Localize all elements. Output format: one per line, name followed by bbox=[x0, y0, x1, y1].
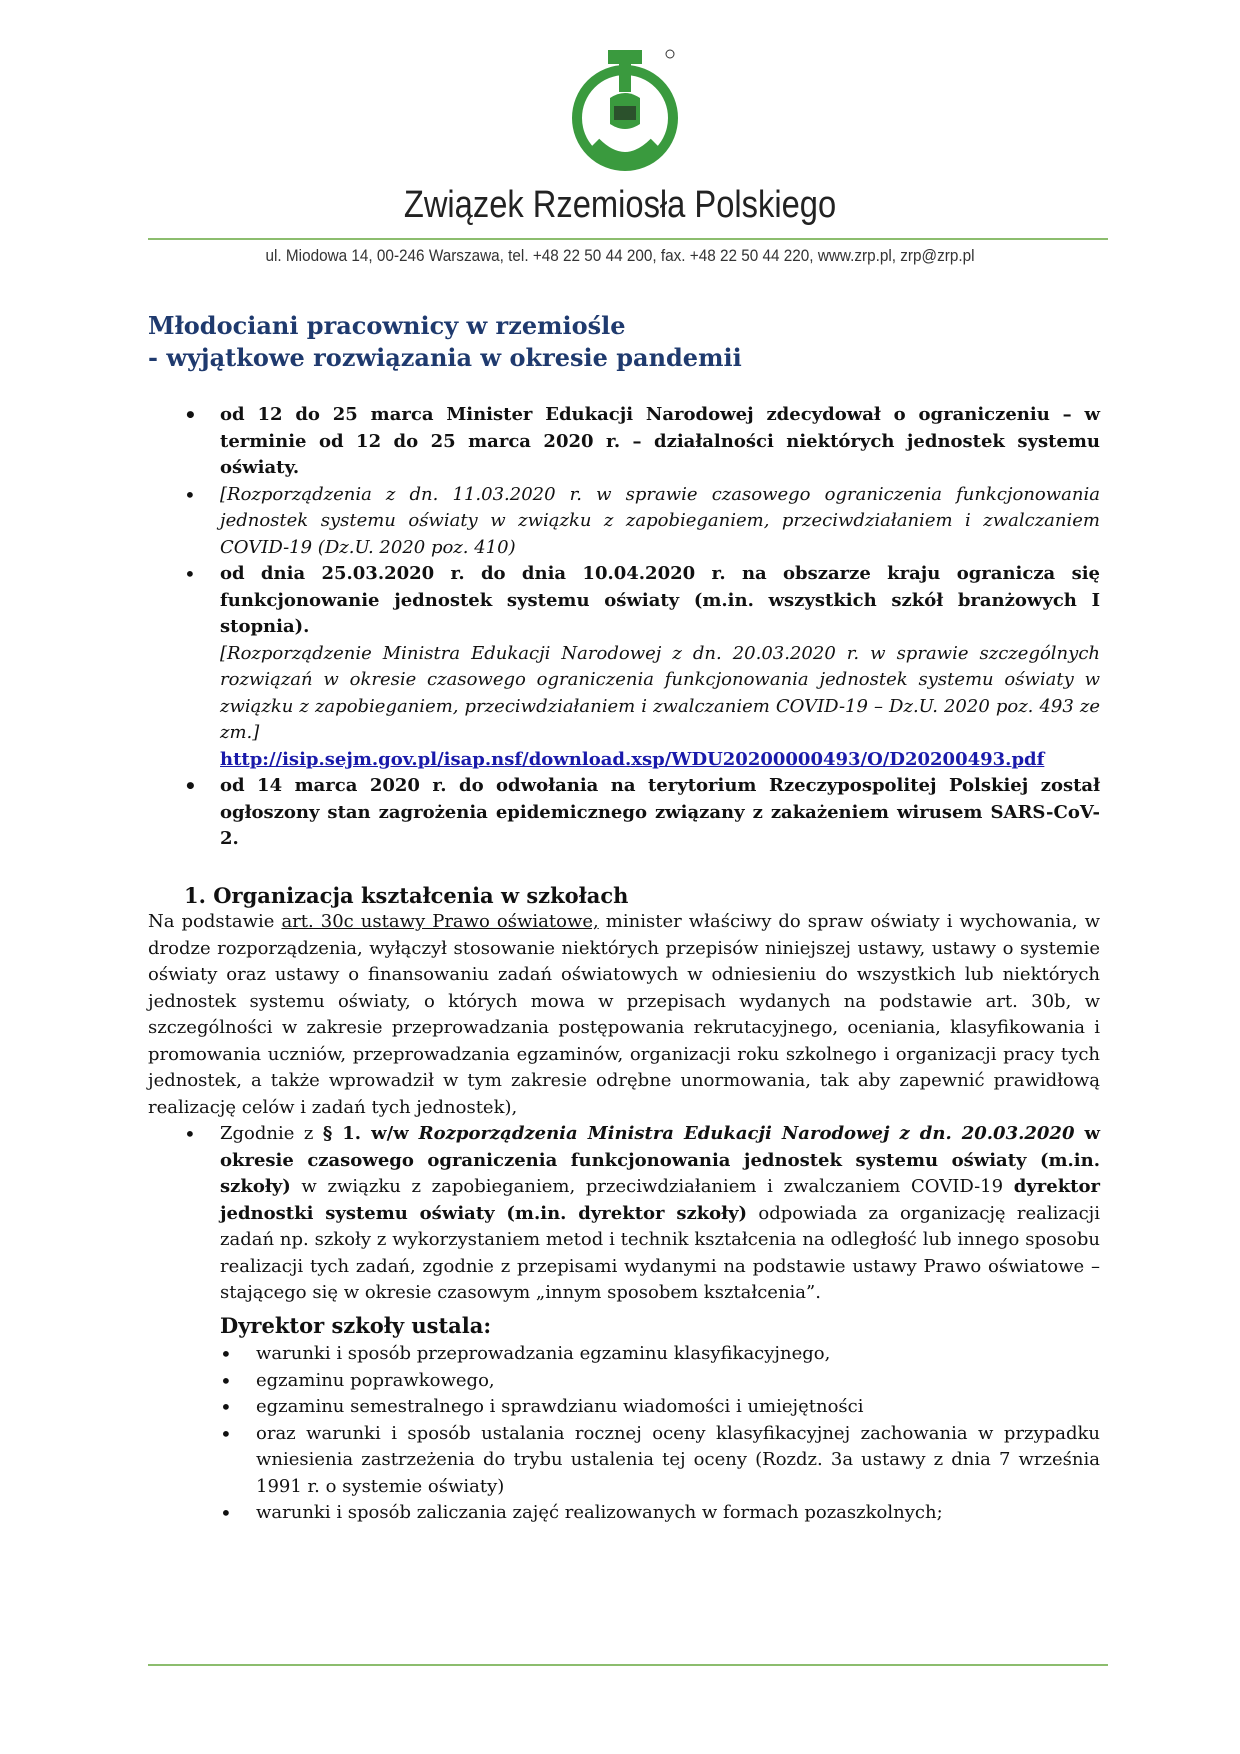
footer-rule bbox=[148, 1664, 1108, 1666]
regulation-bullet-list bbox=[148, 1121, 1100, 1307]
bullet-item bbox=[220, 1121, 1100, 1307]
title-line-1: Młodociani pracownicy w rzemiośle bbox=[148, 311, 626, 340]
organization-address: ul. Miodowa 14, 00-246 Warszawa, tel. +48 22 50 44 200, fax. +48 22 50 44 220, www.zrp.pl, zrp@zrp.pl bbox=[265, 246, 975, 265]
regulation-link[interactable]: http://isip.sejm.gov.pl/isap.nsf/download.xsp/WDU20200000493/O/D20200493.pdf bbox=[220, 748, 1045, 770]
organization-name: Związek Rzemiosła Polskiego bbox=[403, 184, 837, 226]
regulation-reference: [Rozporządzenie Ministra Edukacji Narodowej z dn. 20.03.2020 r. w sprawie szczególnych rozwiązań w okresie czasowego ograniczenia funkcjonowania jednostek systemu oświaty w związku z zapobieganiem, przeciwdziałaniem i zwalczaniem COVID-19 – Dz.U. 2020 poz. 493 ze zm.] bbox=[220, 642, 1100, 743]
text-fragment: Rozporządzenia Ministra Edukacji Narodowej z dn. 20.03.2020 bbox=[418, 1123, 1075, 1144]
section-paragraph bbox=[148, 909, 1100, 1121]
title-line-2: - wyjątkowe rozwiązania w okresie pandemii bbox=[148, 343, 742, 372]
paragraph-rest: minister właściwy do spraw oświaty i wychowania, w drodze rozporządzenia, wyłączył stosowanie niektórych przepisów niniejszej ustawy, ustawy o systemie oświaty oraz ustawy o finansowaniu zadań oświatowych w odniesieniu do wszystkich lub niektórych jednostek systemu oświaty, o których mowa w przepisach wydanych na podstawie art. 30b, w szczególności w zakresie przeprowadzania postępowania rekrutacyjnego, oceniania, klasyfikowania i promowania uczniów, przeprowadzania egzaminów, organizacji roku szkolnego i organizacji pracy tych jednostek, a także wprowadził w tym zakresie odrębne unormowania, tak aby zapewnić prawidłową realizację celów i zadań tych jednostek), bbox=[148, 911, 1101, 1118]
bullet-item bbox=[220, 561, 1100, 773]
section-heading: 1. Organizacja kształcenia w szkołach bbox=[184, 882, 629, 908]
bullet-item: • od 12 do 25 marca Minister Edukacji Narodowej zdecydował o ograniczeniu – w terminie od 12 do 25 marca 2020 r. – działalności niektórych jednostek systemu oświaty. bbox=[220, 402, 1100, 482]
document-title bbox=[148, 310, 1100, 374]
document-body bbox=[148, 310, 1100, 1527]
subheading: Dyrektor szkoły ustala: bbox=[220, 1312, 492, 1338]
text-fragment: § 1. w/w bbox=[322, 1123, 419, 1144]
paragraph-start: Na podstawie bbox=[148, 911, 282, 932]
text-fragment: odpowiada za organizację realizacji zadań np. szkoły z wykorzystaniem metod i technik kształcenia na odległość lub innego sposobu realizacji tych zadań, zgodnie z przepisami wydanymi na podstawie ustawy Prawo oświatowe – stającego się w okresie czasowym „innym sposobem kształcenia”. bbox=[220, 1202, 1100, 1303]
list-item: • warunki i sposób zaliczania zajęć realizowanych w formach pozaszkolnych; bbox=[256, 1500, 1100, 1527]
bullet-item: • [Rozporządzenia z dn. 11.03.2020 r. w sprawie czasowego ograniczenia funkcjonowania jednostek systemu oświaty w związku z zapobieganiem, przeciwdziałaniem i zwalczaniem COVID-19 (Dz.U. 2020 poz. 410) bbox=[220, 482, 1100, 562]
law-reference-link[interactable]: art. 30c ustawy Prawo oświatowe, bbox=[281, 911, 599, 932]
text-fragment: dyrektor jednostki systemu oświaty (m.in. dyrektor szkoły) bbox=[220, 1176, 1100, 1224]
list-item: • egzaminu poprawkowego, bbox=[256, 1368, 1100, 1395]
list-item: • warunki i sposób przeprowadzania egzaminu klasyfikacyjnego, bbox=[256, 1341, 1100, 1368]
list-item: • egzaminu semestralnego i sprawdzianu wiadomości i umiejętności bbox=[256, 1394, 1100, 1421]
text-fragment: w okresie czasowego ograniczenia funkcjonowania jednostek systemu oświaty (m.in. szkoły) bbox=[220, 1123, 1100, 1197]
director-duties-list bbox=[148, 1341, 1100, 1527]
bullet-item: • od 14 marca 2020 r. do odwołania na terytorium Rzeczypospolitej Polskiej został ogłoszony stan zagrożenia epidemicznego związany z zakażeniem wirusem SARS-CoV-2. bbox=[220, 773, 1100, 853]
rzemioslo-logo bbox=[570, 48, 680, 180]
list-item: • oraz warunki i sposób ustalania rocznej oceny klasyfikacyjnej zachowania w przypadku wniesienia zastrzeżenia do trybu ustalenia tej oceny (Rozdz. 3a ustawy z dnia 7 września 1991 r. o systemie oświaty) bbox=[256, 1421, 1100, 1501]
intro-bullet-list bbox=[148, 402, 1100, 853]
text-fragment: w związku z zapobieganiem, przeciwdziałaniem i zwalczaniem COVID-19 bbox=[290, 1176, 1014, 1197]
text-fragment: Zgodnie z bbox=[220, 1123, 323, 1144]
bullet-bold-text: od dnia 25.03.2020 r. do dnia 10.04.2020 r. na obszarze kraju ogranicza się funkcjonowanie jednostek systemu oświaty (m.in. wszystkich szkół branżowych I stopnia). bbox=[220, 563, 1100, 637]
header-rule bbox=[148, 238, 1108, 240]
